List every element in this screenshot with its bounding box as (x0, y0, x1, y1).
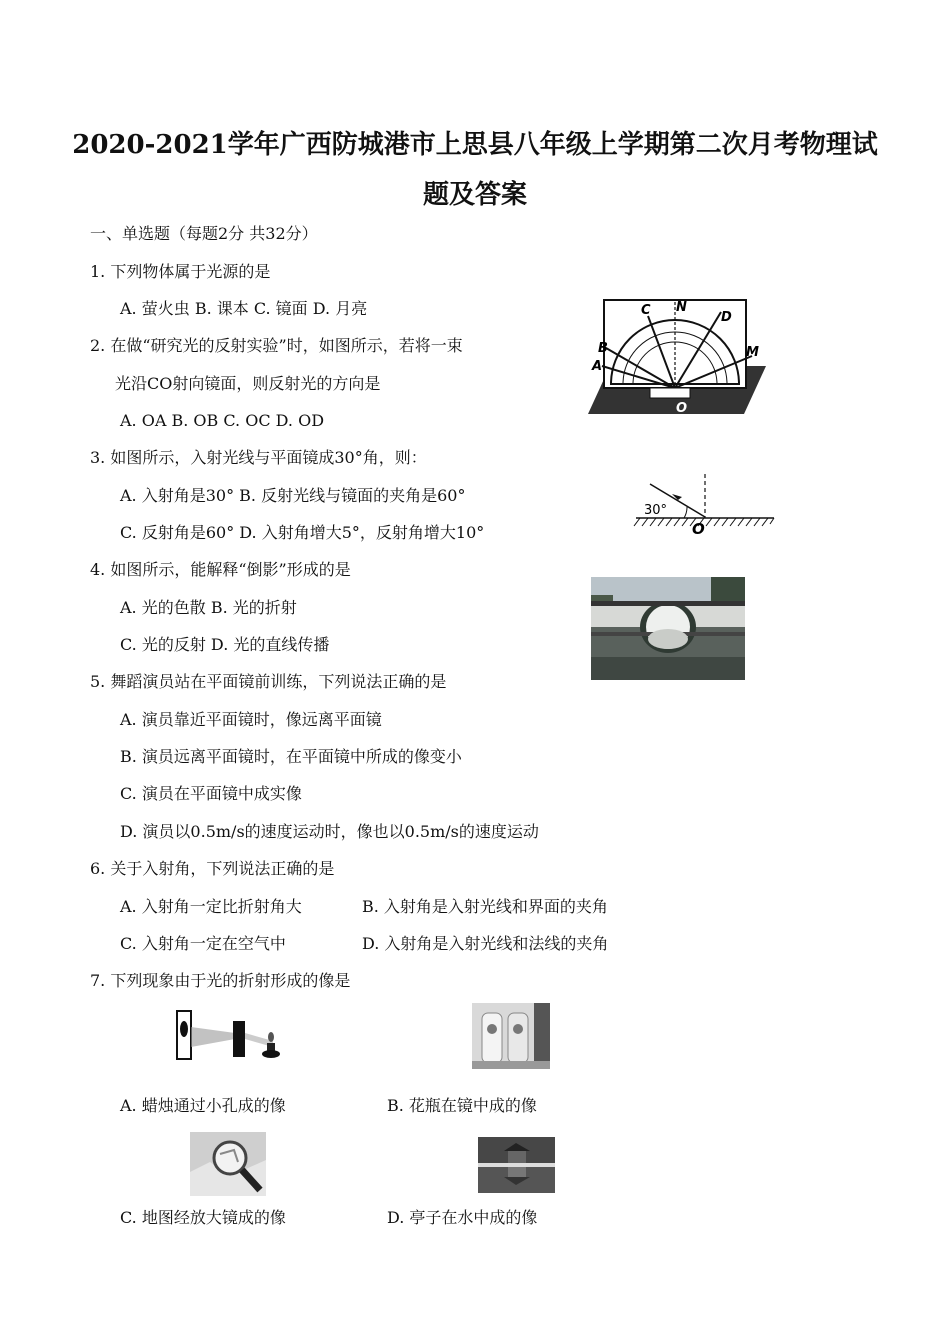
q2-stem-line2: 光沿CO射向镜面，则反射光的方向是 (115, 374, 381, 393)
angle-label: 30° (644, 503, 668, 518)
label-c: C (641, 303, 651, 318)
label-o: O (676, 401, 688, 416)
q3-options-line1: A. 入射角是30° B. 反射光线与镜面的夹角是60° (120, 486, 466, 505)
q4-options-line2: C. 光的反射 D. 光的直线传播 (120, 635, 330, 654)
q6-stem: 6. 关于入射角，下列说法正确的是 (90, 859, 335, 878)
q2-stem-line1: 2. 在做“研究光的反射实验”时，如图所示，若将一束 (90, 336, 463, 355)
pinhole-camera-figure (173, 1007, 285, 1063)
q6-option-a: A. 入射角一定比折射角大 (120, 897, 302, 916)
page-title-line2: 题及答案 (422, 180, 527, 210)
q5-option-d: D. 演员以0.5m/s的速度运动时，像也以0.5m/s的速度运动 (120, 822, 539, 841)
q7-option-d: D. 亭子在水中成的像 (387, 1208, 538, 1227)
q5-option-b: B. 演员远离平面镜时，在平面镜中所成的像变小 (120, 747, 462, 766)
bridge-reflection-photo (591, 577, 745, 680)
q5-stem: 5. 舞蹈演员站在平面镜前训练，下列说法正确的是 (90, 672, 447, 691)
q6-option-b: B. 入射角是入射光线和界面的夹角 (362, 897, 608, 916)
q6-option-d: D. 入射角是入射光线和法线的夹角 (362, 934, 609, 953)
q6-option-c: C. 入射角一定在空气中 (120, 934, 286, 953)
q7-option-b: B. 花瓶在镜中成的像 (387, 1096, 537, 1115)
q3-options-line2: C. 反射角是60° D. 入射角增大5°，反射角增大10° (120, 523, 485, 542)
q4-stem: 4. 如图所示，能解释“倒影”形成的是 (90, 560, 351, 579)
q5-option-a: A. 演员靠近平面镜时，像远离平面镜 (120, 710, 382, 729)
label-n: N (676, 300, 687, 315)
label-m: M (746, 345, 759, 360)
q4-options-line1: A. 光的色散 B. 光的折射 (120, 598, 297, 617)
label-d: D (721, 310, 732, 325)
q5-option-c: C. 演员在平面镜中成实像 (120, 784, 302, 803)
reflection-protractor-figure (588, 296, 773, 416)
label-a: A (592, 359, 603, 374)
q2-options: A. OA B. OB C. OC D. OD (120, 411, 325, 430)
vase-mirror-photo (472, 1003, 550, 1069)
label-b: B (598, 341, 608, 356)
q1-stem: 1. 下列物体属于光源的是 (90, 262, 271, 281)
point-o-label: O (692, 520, 705, 536)
q7-option-c: C. 地图经放大镜成的像 (120, 1208, 286, 1227)
pavilion-reflection-photo (478, 1137, 555, 1193)
q1-options: A. 萤火虫 B. 课本 C. 镜面 D. 月亮 (120, 299, 368, 318)
section-heading: 一、单选题（每题2分 共32分） (90, 224, 318, 243)
page-title-line1: 2020-2021学年广西防城港市上思县八年级上学期第二次月考物理试 (72, 130, 878, 160)
q7-stem: 7. 下列现象由于光的折射形成的像是 (90, 971, 351, 990)
incidence-angle-figure (632, 470, 778, 536)
q7-option-a: A. 蜡烛通过小孔成的像 (120, 1096, 286, 1115)
magnifier-map-photo (190, 1132, 266, 1196)
q3-stem: 3. 如图所示，入射光线与平面镜成30°角，则： (90, 448, 427, 467)
